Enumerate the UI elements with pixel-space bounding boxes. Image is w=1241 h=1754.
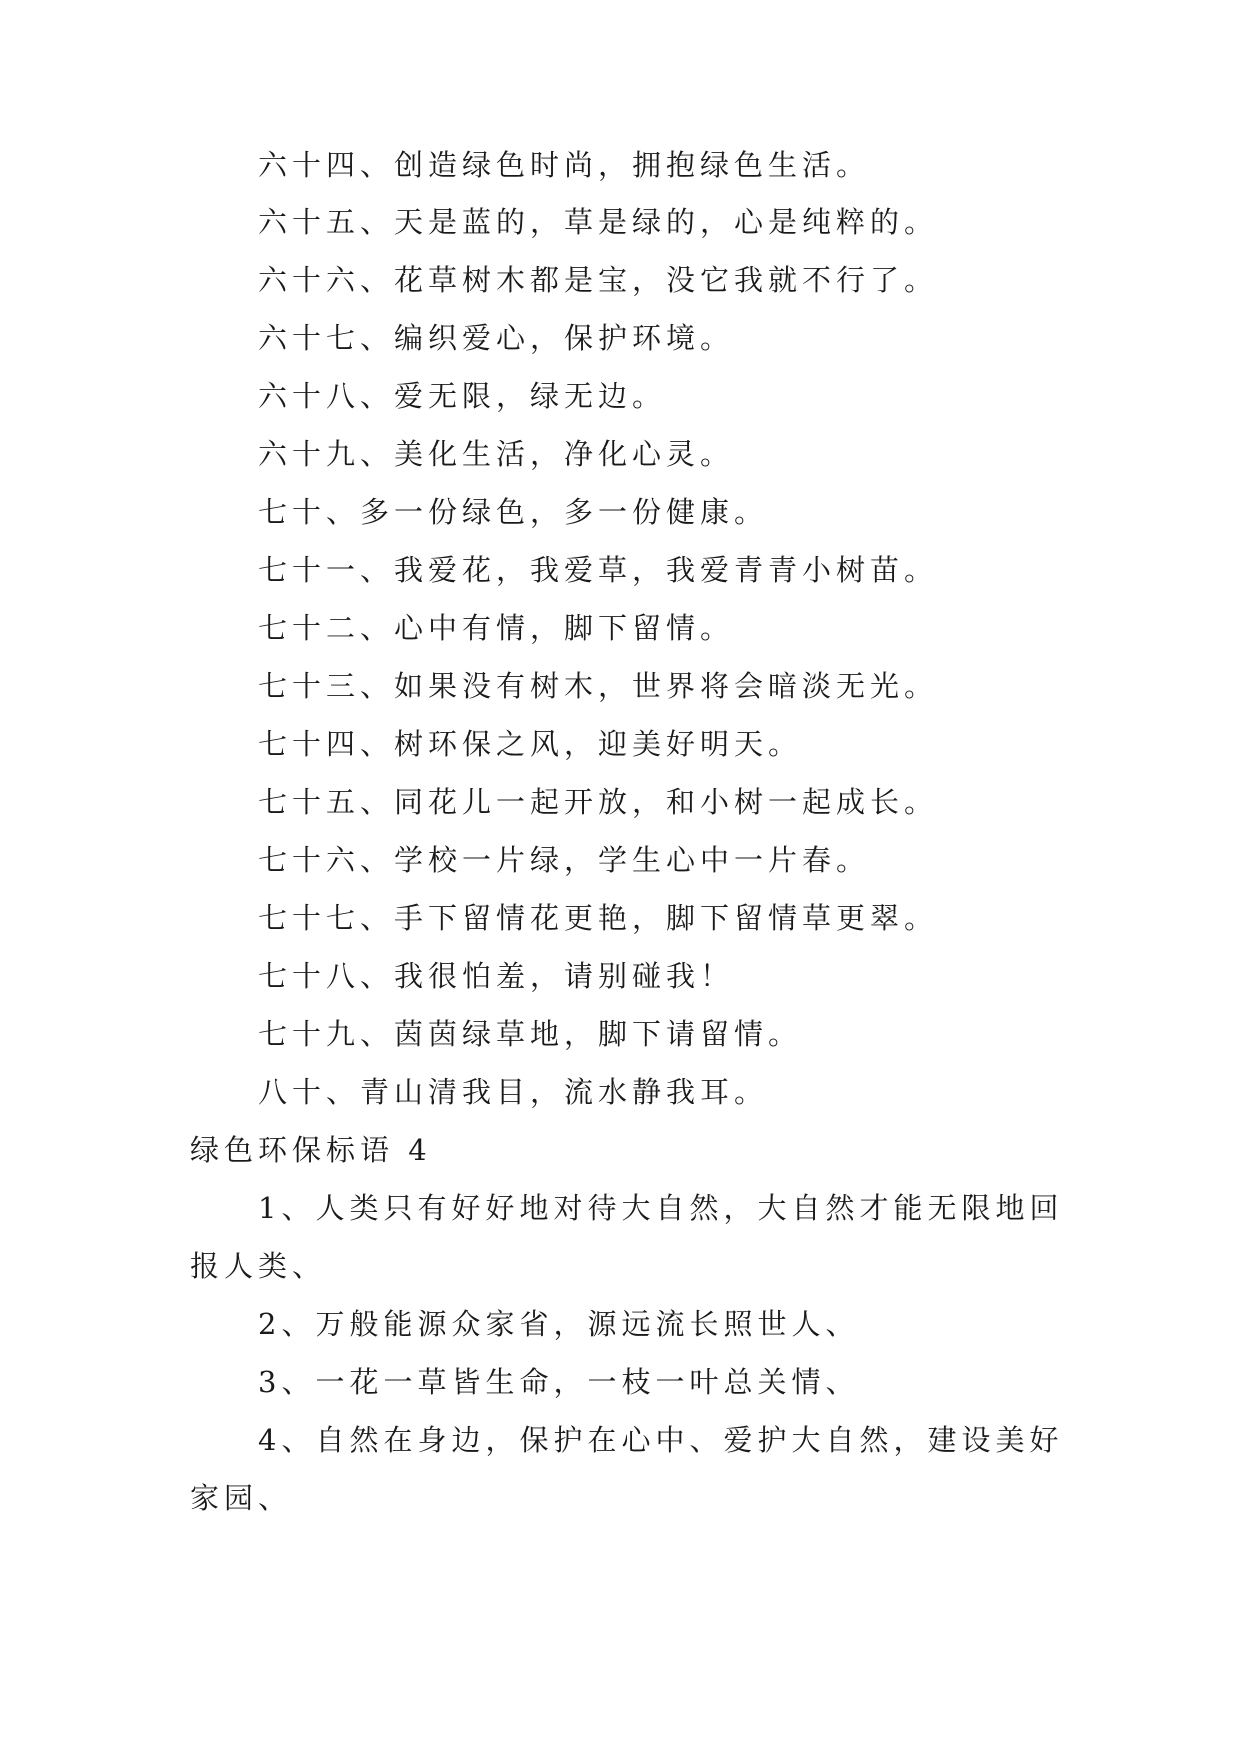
slogan-line: 六十七、编织爱心，保护环境。: [258, 321, 735, 355]
section-title: 绿色环保标语 4: [190, 1133, 432, 1167]
slogan-line: 七十五、同花儿一起开放，和小树一起成长。: [258, 785, 939, 819]
slogan-line: 七十六、学校一片绿，学生心中一片春。: [258, 843, 871, 877]
slogan-line-continuation: 家园、: [190, 1481, 293, 1515]
slogan-line: 八十、青山清我目，流水静我耳。: [258, 1075, 769, 1109]
slogan-line: 六十八、爱无限，绿无边。: [258, 379, 667, 413]
slogan-line: 3、一花一草皆生命，一枝一叶总关情、: [258, 1365, 860, 1399]
slogan-line: 六十五、天是蓝的，草是绿的，心是纯粹的。: [258, 205, 939, 239]
slogan-line: 七十二、心中有情，脚下留情。: [258, 611, 735, 645]
slogan-line-continuation: 报人类、: [190, 1249, 327, 1283]
slogan-line: 六十九、美化生活，净化心灵。: [258, 437, 735, 471]
slogan-line: 七十、多一份绿色，多一份健康。: [258, 495, 769, 529]
slogan-line: 七十四、树环保之风，迎美好明天。: [258, 727, 803, 761]
slogan-line: 七十一、我爱花，我爱草，我爱青青小树苗。: [258, 553, 939, 587]
slogan-line: 七十九、茵茵绿草地，脚下请留情。: [258, 1017, 803, 1051]
slogan-line: 七十八、我很怕羞，请别碰我！: [258, 959, 735, 993]
slogan-line: 七十七、手下留情花更艳，脚下留情草更翠。: [258, 901, 939, 935]
slogan-line: 六十四、创造绿色时尚，拥抱绿色生活。: [258, 148, 871, 182]
slogan-line: 4、自然在身边，保护在心中、爱护大自然，建设美好: [258, 1423, 1064, 1457]
slogan-line: 七十三、如果没有树木，世界将会暗淡无光。: [258, 669, 939, 703]
slogan-line: 六十六、花草树木都是宝，没它我就不行了。: [258, 263, 939, 297]
slogan-line: 1、人类只有好好地对待大自然，大自然才能无限地回: [258, 1191, 1064, 1225]
slogan-line: 2、万般能源众家省，源远流长照世人、: [258, 1307, 860, 1341]
